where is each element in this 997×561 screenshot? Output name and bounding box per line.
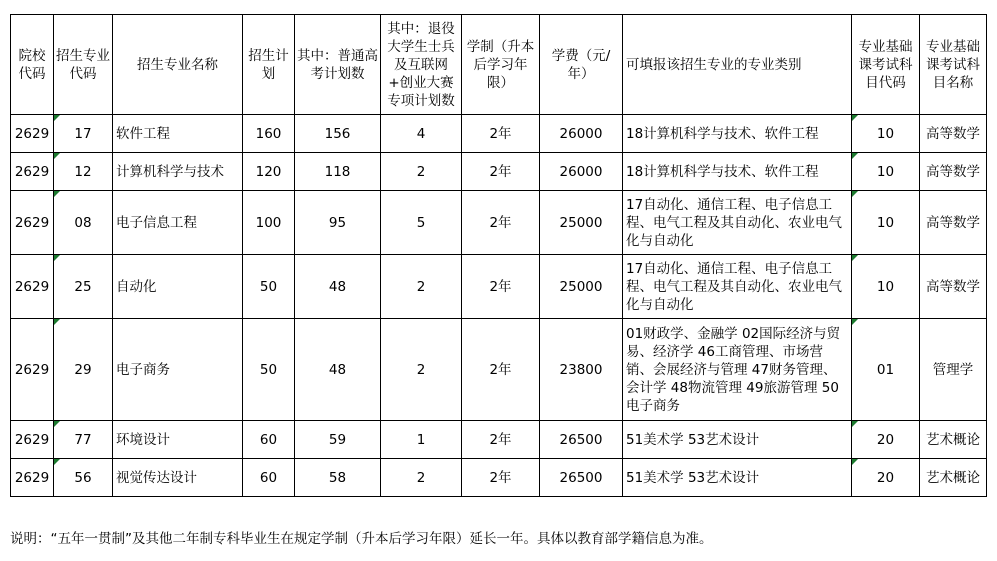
cell-special-plan (381, 459, 462, 497)
cell-major-name (113, 255, 243, 319)
cell-subject-name-text: 管理学 (932, 361, 974, 378)
cell-subject-code (852, 319, 920, 421)
cell-regular-plan (295, 255, 381, 319)
cell-subject-name (920, 459, 987, 497)
table-row (11, 319, 987, 421)
header-categories: 可填报该招生专业的专业类别 (623, 15, 852, 115)
table-row (11, 421, 987, 459)
header-regular-plan: 其中：普通高考计划数 (295, 15, 381, 115)
cell-subject-name-text: 高等数学 (926, 125, 980, 142)
cell-marker-icon (54, 459, 60, 465)
cell-regular-plan (295, 319, 381, 421)
cell-major-code-text: 12 (74, 163, 92, 180)
cell-regular-plan-text: 48 (328, 361, 347, 378)
cell-special-plan (381, 421, 462, 459)
cell-marker-icon (54, 153, 60, 159)
cell-regular-plan (295, 115, 381, 153)
cell-fee-text: 25000 (559, 214, 603, 231)
admission-plan-table (10, 14, 987, 497)
table-row (11, 191, 987, 255)
cell-special-plan (381, 319, 462, 421)
cell-special-plan-text: 2 (416, 163, 426, 180)
table-row (11, 255, 987, 319)
cell-subject-name (920, 115, 987, 153)
cell-years (462, 115, 540, 153)
header-special-plan: 其中：退役大学生士兵及互联网+创业大赛专项计划数 (381, 15, 462, 115)
cell-school-code-text: 2629 (14, 125, 50, 142)
cell-years (462, 459, 540, 497)
cell-plan (243, 319, 295, 421)
cell-major-name-text: 环境设计 (116, 431, 170, 448)
cell-plan-text: 120 (255, 163, 282, 180)
cell-marker-icon (852, 115, 858, 121)
cell-subject-name-text: 高等数学 (926, 214, 980, 231)
cell-regular-plan (295, 421, 381, 459)
cell-subject-name (920, 191, 987, 255)
cell-fee-text: 23800 (559, 361, 603, 378)
cell-school-code (11, 459, 54, 497)
header-subject-code: 专业基础课考试科目代码 (852, 15, 920, 115)
cell-fee (540, 115, 623, 153)
cell-fee-text: 25000 (559, 278, 603, 295)
cell-marker-icon (54, 421, 60, 427)
cell-special-plan (381, 115, 462, 153)
table-body (11, 115, 987, 497)
cell-subject-code (852, 255, 920, 319)
cell-subject-code-text: 10 (876, 214, 895, 231)
cell-subject-name-text: 艺术概论 (926, 469, 980, 486)
cell-plan (243, 115, 295, 153)
cell-special-plan-text: 1 (416, 431, 426, 448)
cell-school-code (11, 191, 54, 255)
cell-major-code (54, 421, 113, 459)
header-school-code: 院校代码 (11, 15, 54, 115)
cell-categories-text: 17自动化、通信工程、电子信息工程、电气工程及其自动化、农业电气化与自动化 (626, 196, 842, 249)
cell-regular-plan-text: 59 (328, 431, 347, 448)
cell-years-text: 2年 (489, 278, 512, 295)
cell-categories-text: 17自动化、通信工程、电子信息工程、电气工程及其自动化、农业电气化与自动化 (626, 260, 842, 313)
cell-major-name-text: 电子商务 (116, 361, 170, 378)
cell-plan-text: 160 (255, 125, 282, 142)
cell-marker-icon (852, 191, 858, 197)
cell-school-code-text: 2629 (14, 163, 50, 180)
cell-major-name (113, 115, 243, 153)
cell-regular-plan (295, 153, 381, 191)
cell-years-text: 2年 (489, 469, 512, 486)
cell-special-plan-text: 2 (416, 469, 426, 486)
cell-major-name (113, 191, 243, 255)
cell-subject-name (920, 319, 987, 421)
header-major-name: 招生专业名称 (113, 15, 243, 115)
cell-major-code (54, 153, 113, 191)
cell-special-plan-text: 5 (416, 214, 426, 231)
cell-major-name (113, 421, 243, 459)
cell-years (462, 255, 540, 319)
cell-subject-name (920, 255, 987, 319)
cell-subject-name (920, 421, 987, 459)
cell-plan-text: 50 (259, 361, 278, 378)
cell-subject-code-text: 01 (876, 361, 895, 378)
cell-subject-name-text: 高等数学 (926, 278, 980, 295)
cell-years-text: 2年 (489, 163, 512, 180)
header-fee: 学费（元/年） (540, 15, 623, 115)
cell-fee (540, 459, 623, 497)
table-row (11, 459, 987, 497)
cell-major-name-text: 自动化 (116, 278, 157, 295)
cell-school-code (11, 153, 54, 191)
cell-categories (623, 459, 852, 497)
cell-marker-icon (852, 421, 858, 427)
cell-special-plan (381, 153, 462, 191)
cell-major-code (54, 459, 113, 497)
cell-marker-icon (54, 255, 60, 261)
cell-major-code-text: 77 (74, 431, 92, 448)
cell-plan (243, 191, 295, 255)
cell-fee (540, 319, 623, 421)
cell-school-code-text: 2629 (14, 469, 50, 486)
cell-categories-text: 18计算机科学与技术、软件工程 (626, 163, 819, 180)
cell-subject-code (852, 191, 920, 255)
cell-major-name-text: 电子信息工程 (116, 214, 197, 231)
cell-school-code (11, 421, 54, 459)
cell-major-name (113, 319, 243, 421)
cell-subject-code (852, 459, 920, 497)
cell-marker-icon (54, 115, 60, 121)
cell-major-name-text: 软件工程 (116, 125, 170, 142)
header-subject-name: 专业基础课考试科目名称 (920, 15, 987, 115)
cell-subject-code-text: 10 (876, 278, 895, 295)
cell-school-code-text: 2629 (14, 431, 50, 448)
cell-categories (623, 421, 852, 459)
cell-categories-text: 01财政学、金融学 02国际经济与贸易、经济学 46工商管理、市场营销、会展经济与管理 47财务管理、会计学 48物流管理 49旅游管理 50电子商务 (626, 325, 841, 414)
cell-years-text: 2年 (489, 125, 512, 142)
cell-plan-text: 50 (259, 278, 278, 295)
cell-categories-text: 51美术学 53艺术设计 (626, 431, 760, 448)
cell-fee (540, 191, 623, 255)
cell-regular-plan-text: 156 (324, 125, 351, 142)
table-row (11, 115, 987, 153)
cell-major-code-text: 29 (74, 361, 92, 378)
cell-categories (623, 191, 852, 255)
cell-subject-name-text: 艺术概论 (926, 431, 980, 448)
cell-marker-icon (852, 459, 858, 465)
cell-fee-text: 26500 (559, 431, 603, 448)
cell-school-code (11, 115, 54, 153)
cell-subject-code-text: 20 (876, 431, 895, 448)
cell-subject-name (920, 153, 987, 191)
cell-major-code-text: 25 (74, 278, 92, 295)
cell-fee-text: 26000 (559, 163, 603, 180)
cell-years-text: 2年 (489, 361, 512, 378)
cell-categories (623, 115, 852, 153)
cell-marker-icon (54, 191, 60, 197)
cell-major-code (54, 115, 113, 153)
cell-years-text: 2年 (489, 214, 512, 231)
cell-school-code (11, 255, 54, 319)
header-years: 学制（升本后学习年限） (462, 15, 540, 115)
cell-fee (540, 153, 623, 191)
cell-categories-text: 18计算机科学与技术、软件工程 (626, 125, 819, 142)
cell-subject-code-text: 10 (876, 163, 895, 180)
cell-school-code-text: 2629 (14, 361, 50, 378)
cell-marker-icon (54, 319, 60, 325)
cell-plan-text: 60 (259, 469, 278, 486)
cell-special-plan (381, 255, 462, 319)
cell-plan (243, 421, 295, 459)
cell-years (462, 191, 540, 255)
cell-years-text: 2年 (489, 431, 512, 448)
cell-marker-icon (852, 319, 858, 325)
cell-subject-code (852, 153, 920, 191)
cell-school-code-text: 2629 (14, 278, 50, 295)
cell-major-name-text: 计算机科学与技术 (116, 163, 224, 180)
cell-regular-plan-text: 58 (328, 469, 347, 486)
cell-plan-text: 100 (255, 214, 282, 231)
cell-regular-plan (295, 459, 381, 497)
cell-special-plan-text: 2 (416, 361, 426, 378)
footnote: 说明：“五年一贯制”及其他二年制专科毕业生在规定学制（升本后学习年限）延长一年。具体以教育部学籍信息为准。 (10, 531, 713, 547)
cell-plan (243, 459, 295, 497)
cell-subject-name-text: 高等数学 (926, 163, 980, 180)
cell-major-code-text: 08 (74, 214, 92, 231)
cell-regular-plan (295, 191, 381, 255)
cell-subject-code-text: 10 (876, 125, 895, 142)
cell-regular-plan-text: 118 (324, 163, 351, 180)
table-row (11, 153, 987, 191)
cell-special-plan (381, 191, 462, 255)
header-row (11, 15, 987, 115)
cell-major-name (113, 459, 243, 497)
cell-plan (243, 255, 295, 319)
cell-subject-code-text: 20 (876, 469, 895, 486)
cell-school-code-text: 2629 (14, 214, 50, 231)
cell-fee (540, 421, 623, 459)
cell-major-code-text: 56 (74, 469, 92, 486)
cell-special-plan-text: 2 (416, 278, 426, 295)
cell-special-plan-text: 4 (416, 125, 426, 142)
cell-fee (540, 255, 623, 319)
cell-major-code-text: 17 (74, 125, 92, 142)
cell-categories (623, 319, 852, 421)
cell-years (462, 421, 540, 459)
cell-marker-icon (852, 255, 858, 261)
cell-categories-text: 51美术学 53艺术设计 (626, 469, 760, 486)
header-major-code: 招生专业代码 (54, 15, 113, 115)
cell-categories (623, 153, 852, 191)
cell-major-name-text: 视觉传达设计 (116, 469, 197, 486)
cell-major-code (54, 191, 113, 255)
cell-major-code (54, 319, 113, 421)
cell-major-name (113, 153, 243, 191)
cell-school-code (11, 319, 54, 421)
cell-fee-text: 26000 (559, 125, 603, 142)
cell-plan-text: 60 (259, 431, 278, 448)
cell-regular-plan-text: 95 (328, 214, 347, 231)
header-plan: 招生计划 (243, 15, 295, 115)
cell-years (462, 319, 540, 421)
cell-years (462, 153, 540, 191)
admission-plan-sheet (10, 14, 987, 497)
cell-categories (623, 255, 852, 319)
cell-subject-code (852, 421, 920, 459)
cell-marker-icon (852, 153, 858, 159)
cell-plan (243, 153, 295, 191)
cell-fee-text: 26500 (559, 469, 603, 486)
cell-subject-code (852, 115, 920, 153)
cell-regular-plan-text: 48 (328, 278, 347, 295)
cell-major-code (54, 255, 113, 319)
